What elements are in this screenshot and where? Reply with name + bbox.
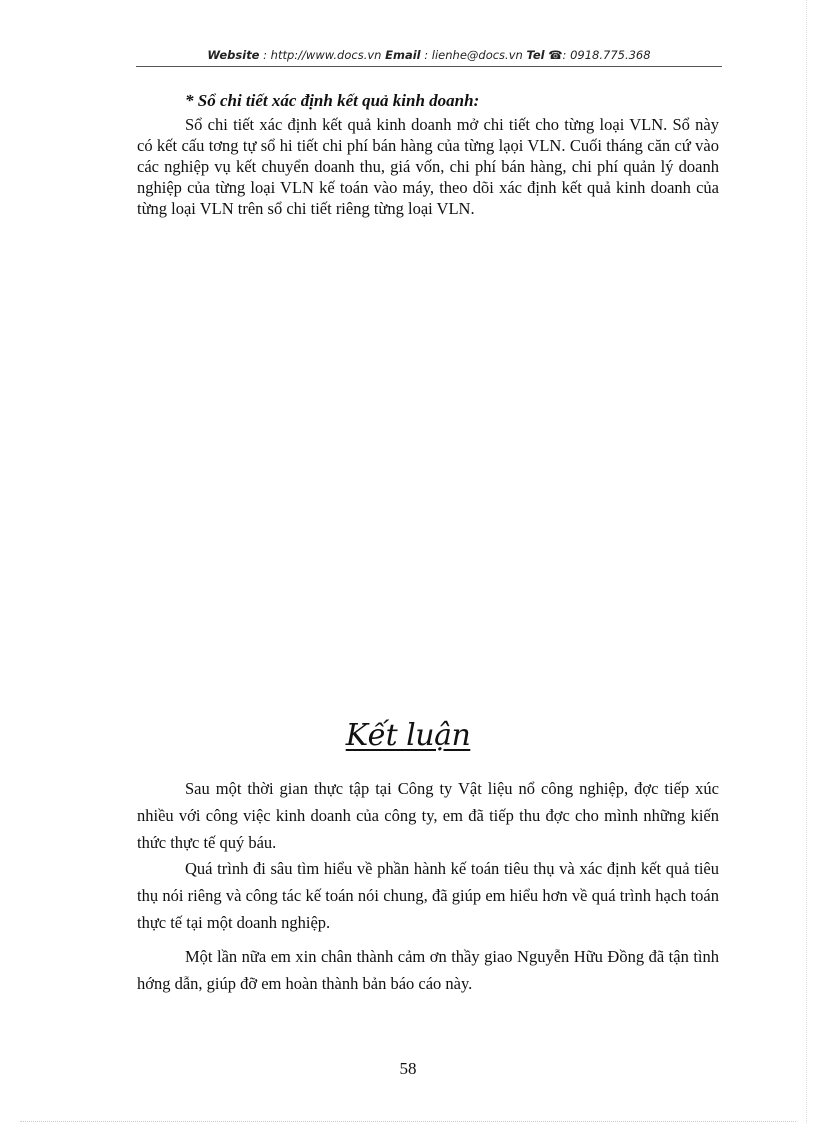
conclusion-paragraph-2: Quá trình đi sâu tìm hiểu về phần hành kế toán tiêu thụ và xác định kết quả tiêu thụ nói riêng và công tác kế toán nói chung, đã giúp em hiểu hơn về quá trình hạch toán thực tế tại một doanh nghiệp. xyxy=(137,859,719,932)
section-body xyxy=(137,114,719,219)
page-header xyxy=(136,48,722,62)
conclusion-title xyxy=(0,718,816,753)
phone-icon: ☎ xyxy=(548,48,563,62)
website-url[interactable]: : http://www.docs.vn xyxy=(259,48,386,62)
header-divider xyxy=(136,66,722,67)
conclusion-paragraph-1: Sau một thời gian thực tập tại Công ty Vật liệu nổ công nghiệp, đợc tiếp xúc nhiều với công việc kinh doanh của công ty, em đã tiếp thu đợc cho mình những kiến thức thực tế quý báu. xyxy=(137,779,719,852)
conclusion-paragraph-3: Một lần nữa em xin chân thành cảm ơn thầy giao Nguyễn Hữu Đồng đã tận tình hớng dẫn, giúp đỡ em hoàn thành bản báo cáo này. xyxy=(137,947,719,993)
conclusion-title-text: Kết luận xyxy=(345,718,471,753)
email-label: Email xyxy=(385,48,421,62)
page-right-edge xyxy=(806,0,807,1123)
tel-number: : 0918.775.368 xyxy=(562,48,651,62)
tel-label: Tel xyxy=(526,48,545,62)
section-heading: * Sổ chi tiết xác định kết quả kinh doanh: xyxy=(185,91,480,110)
email-address[interactable]: : lienhe@docs.vn xyxy=(420,48,527,62)
website-label: Website xyxy=(207,48,260,62)
page-number: 58 xyxy=(399,1059,417,1078)
section-paragraph: Sổ chi tiết xác định kết quả kinh doanh mở chi tiết cho từng loại VLN. Sổ này có kết cấu tơng tự sổ hi tiết chi phí bán hàng của từng lạọi VLN. Cuối tháng căn cứ vào các nghiệp vụ kết chuyển doanh thu, giá vốn, chi phí bán hàng, chi phí quản lý doanh nghiệp của từng loại VLN kế toán vào máy, theo dõi xác định kết quả kinh doanh của từng loại VLN trên sổ chi tiết riêng từng loại VLN. xyxy=(137,115,719,218)
page-bottom-edge xyxy=(20,1121,796,1122)
